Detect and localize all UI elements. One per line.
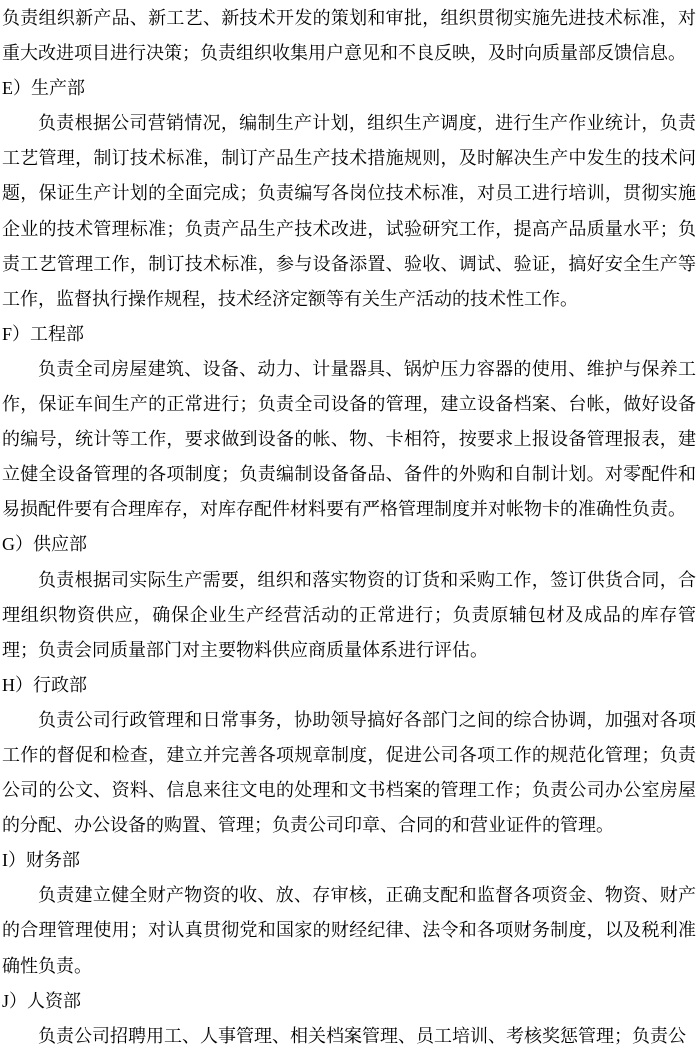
section-paragraph-administration: 负责公司行政管理和日常事务，协助领导搞好各部门之间的综合协调，加强对各项工作的督促和检查，建立并完善各项规章制度，促进公司各项工作的规范化管理；负责公司的公文、资料、信息来往文电的处理和文书档案的管理工作；负责公司办公室房屋的分配、办公设备的购置、管理；负责公司印章、合同的和营业证件的管理。 <box>2 709 696 836</box>
section-heading-administration: H）行政部 <box>2 674 87 695</box>
section-paragraph-finance: 负责建立健全财产物资的收、放、存审核，正确支配和监督各项资金、物资、财产的合理管理使用；对认真贯彻党和国家的财经纪律、法令和各项财务制度，以及税利准确性负责。 <box>2 885 696 976</box>
section-paragraph-human-resources: 负责公司招聘用工、人事管理、相关档案管理、员工培训、考核奖惩管理；负责公 <box>38 1025 686 1046</box>
section-heading-supply: G）供应部 <box>2 534 87 555</box>
section-heading-production: E）生产部 <box>2 78 85 99</box>
section-paragraph-supply: 负责根据司实际生产需要，组织和落实物资的订货和采购工作，签订供货合同，合理组织物资供应，确保企业生产经营活动的正常进行；负责原辅包材及成品的库存管理；负责会同质量部门对主要物料供应商质量体系进行评估。 <box>2 569 696 660</box>
section-paragraph-production: 负责根据公司营销情况，编制生产计划，组织生产调度，进行生产作业统计，负责工艺管理，制订技术标准，制订产品生产技术措施规则，及时解决生产中发生的技术问题，保证生产计划的全面完成；负责编写各岗位技术标准，对员工进行培训，贯彻实施企业的技术管理标准；负责产品生产技术改进，试验研究工作，提高产品质量水平；负责工艺管理工作，制订技术标准，参与设备添置、验收、调试、验证，搞好安全生产等工作，监督执行操作规程，技术经济定额等有关生产活动的技术性工作。 <box>2 113 696 309</box>
section-paragraph-engineering: 负责全司房屋建筑、设备、动力、计量器具、锅炉压力容器的使用、维护与保养工作，保证车间生产的正常进行；负责全司设备的管理，建立设备档案、台帐，做好设备的编号，统计等工作，要求做到设备的帐、物、卡相符，按要求上报设备管理报表，建立健全设备管理的各项制度；负责编制设备备品、备件的外购和自制计划。对零配件和易损配件要有合理库存，对库存配件材料要有严格管理制度并对帐物卡的准确性负责。 <box>2 358 696 520</box>
section-heading-human-resources: J）人资部 <box>2 990 82 1011</box>
intro-paragraph: 负责组织新产品、新工艺、新技术开发的策划和审批，组织贯彻实施先进技术标准，对重大改进项目进行决策；负责组织收集用户意见和不良反映，及时向质量部反馈信息。 <box>2 8 696 64</box>
section-heading-engineering: F）工程部 <box>2 323 85 344</box>
section-heading-finance: I）财务部 <box>2 850 80 871</box>
